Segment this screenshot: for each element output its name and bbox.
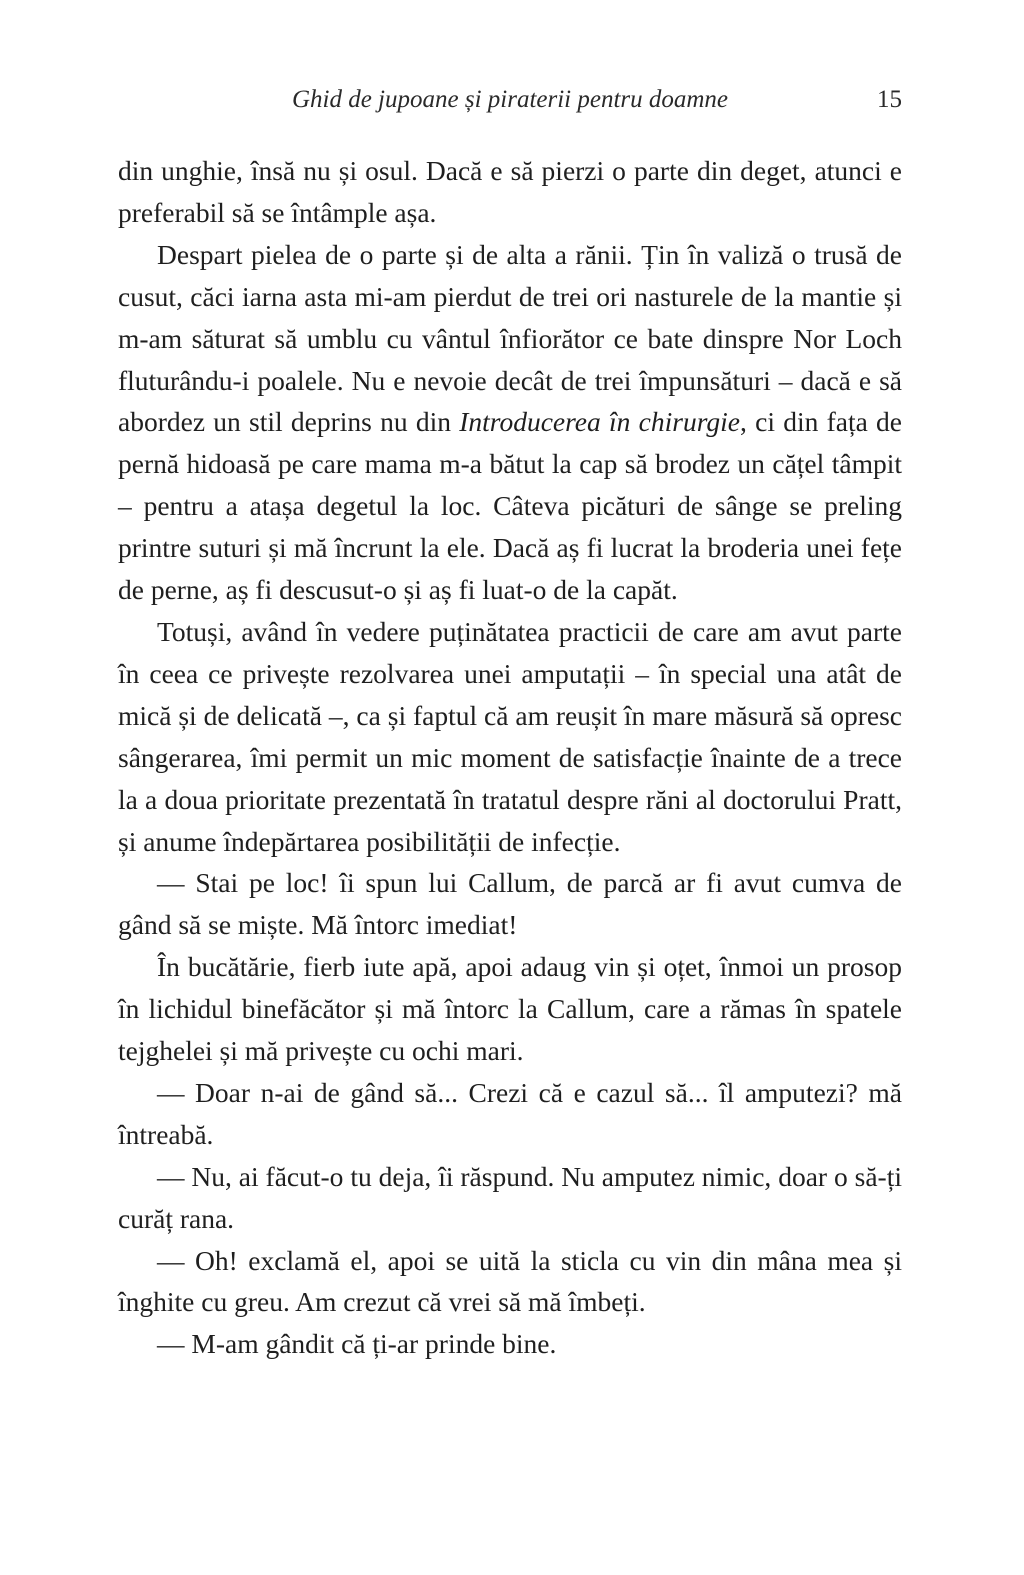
paragraph: [118, 1323, 902, 1365]
paragraph: [118, 611, 902, 862]
text-segment: În bucătărie, fierb iute apă, apoi adaug vin și oțet, înmoi un prosop în lichidul binefăcător și mă întorc la Callum, care a rămas în spatele tejghelei și mă privește cu ochi mari.: [118, 951, 902, 1067]
text-segment: — Oh! exclamă el, apoi se uită la sticla cu vin din mâna mea și înghite cu greu. Am crezut că vrei să mă îmbeți.: [118, 1244, 902, 1318]
running-head: [118, 82, 902, 118]
italic-book-title: Introducerea în chirurgie: [459, 406, 740, 438]
paragraph: [118, 1240, 902, 1324]
text-segment: — Doar n-ai de gând să... Crezi că e cazul să... îl amputezi? mă întreabă.: [118, 1076, 902, 1150]
running-title: Ghid de jupoane și piraterii pentru doamne: [291, 86, 729, 113]
paragraph: [118, 1072, 902, 1156]
page-number: 15: [877, 86, 902, 113]
paragraph: [118, 946, 902, 1072]
body-text: [118, 150, 902, 1365]
text-segment: , ci din fața de pernă hidoasă pe care mama m-a bătut la cap să brodez un cățel tâmpit – pentru a atașa degetul la loc. Câteva picături de sânge se preling printre suturi și mă încrunt la ele. Dacă aș fi lucrat la broderia unei fețe de perne, aș fi descusut-o și aș fi luat-o de la capăt.: [118, 406, 903, 606]
paragraph: [118, 862, 902, 946]
text-segment: din unghie, însă nu și osul. Dacă e să pierzi o parte din deget, atunci e preferabil să se întâmple așa.: [118, 155, 902, 228]
text-segment: — Nu, ai făcut-o tu deja, îi răspund. Nu amputez nimic, doar o să-ți curăț rana.: [118, 1160, 902, 1234]
text-segment: Totuși, având în vedere puținătatea practicii de care am avut parte în ceea ce privește rezolvarea unei amputații – în special una atât de mică și de delicată –, ca și faptul că am reușit în mare măsură să opresc sângerarea, îmi permit un mic moment de satisfacție înainte de a trece la a doua prioritate prezentată în tratatul despre răni al doctorului Pratt, și anume îndepărtarea posibilității de infecție.: [118, 615, 902, 857]
text-segment: — Stai pe loc! îi spun lui Callum, de parcă ar fi avut cumva de gând să se miște. Mă întorc imediat!: [118, 867, 902, 941]
paragraph: [118, 150, 902, 234]
text-segment: — M-am gândit că ți-ar prinde bine.: [157, 1328, 557, 1360]
paragraph: [118, 1156, 902, 1240]
text-segment: Despart pielea de o parte și de alta a rănii. Țin în valiză o trusă de cusut, căci iarna asta mi-am pierdut de trei ori nasturele de la mantie și m-am săturat să umblu cu vântul înfiorător ce bate dinspre Nor Loch fluturându-i poalele. Nu e nevoie decât de trei împunsături – dacă e să abordez un stil deprins nu din: [118, 238, 902, 438]
paragraph: [118, 234, 902, 611]
